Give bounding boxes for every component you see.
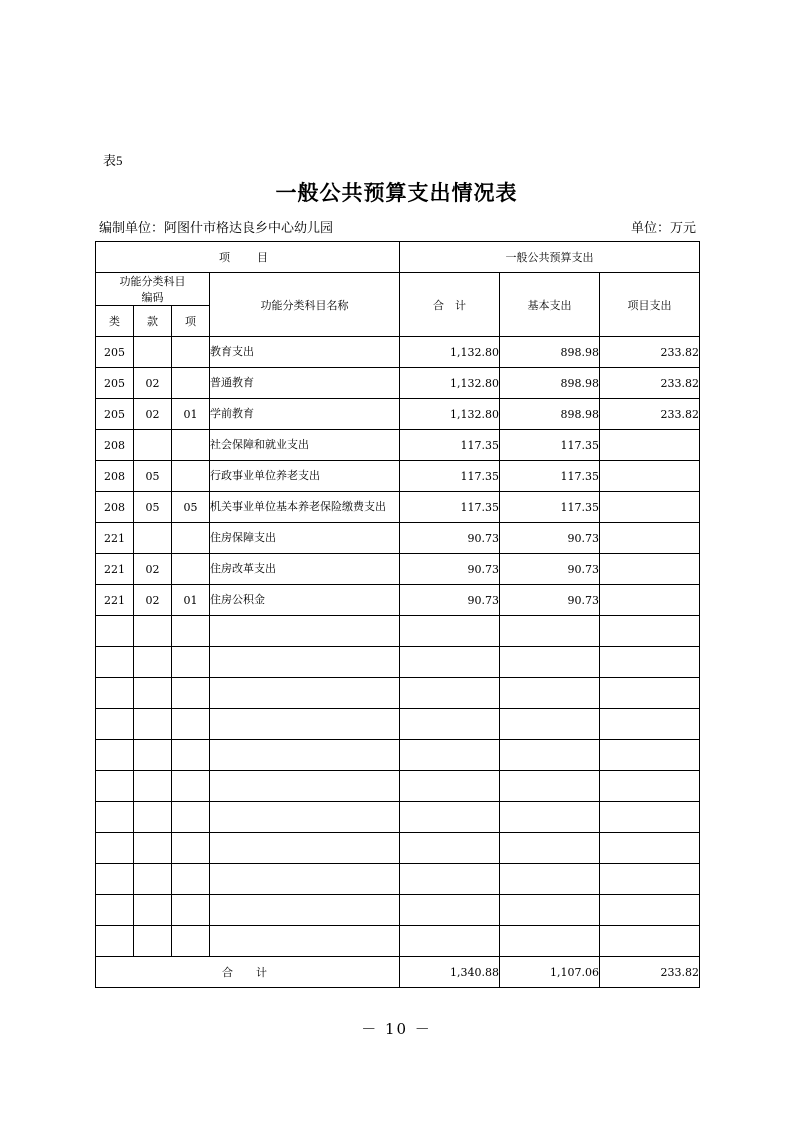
cell-basic	[500, 802, 600, 833]
cell-basic	[500, 709, 600, 740]
total-basic: 1,107.06	[500, 957, 600, 988]
cell-name: 教育支出	[210, 337, 400, 368]
table-row	[96, 678, 700, 709]
cell-total: 117.35	[400, 430, 500, 461]
cell-item	[172, 926, 210, 957]
table-row	[96, 616, 700, 647]
cell-name: 住房改革支出	[210, 554, 400, 585]
table-row	[96, 709, 700, 740]
page-number: － 10 －	[361, 1020, 432, 1038]
cell-name: 行政事业单位养老支出	[210, 461, 400, 492]
table-row	[96, 833, 700, 864]
cell-item	[172, 616, 210, 647]
table-row	[96, 585, 700, 616]
header-section: 款	[134, 306, 172, 337]
cell-project	[600, 554, 700, 585]
cell-class	[96, 740, 134, 771]
cell-project	[600, 833, 700, 864]
cell-section	[134, 864, 172, 895]
header-code-group	[96, 273, 210, 306]
table-row	[96, 399, 700, 430]
document-meta	[99, 217, 696, 236]
table-row	[96, 895, 700, 926]
cell-class: 221	[96, 585, 134, 616]
header-project-group: 项 目	[96, 242, 400, 273]
cell-basic	[500, 895, 600, 926]
page-title: 一般公共预算支出情况表	[275, 180, 518, 205]
cell-class: 208	[96, 492, 134, 523]
table-row	[96, 492, 700, 523]
header-code-group-line1: 功能分类科目	[119, 275, 186, 288]
cell-item	[172, 461, 210, 492]
cell-project	[600, 678, 700, 709]
table-row	[96, 554, 700, 585]
cell-project	[600, 740, 700, 771]
cell-basic: 898.98	[500, 337, 600, 368]
cell-item	[172, 771, 210, 802]
cell-project	[600, 802, 700, 833]
cell-item: 05	[172, 492, 210, 523]
cell-class	[96, 833, 134, 864]
cell-section: 02	[134, 554, 172, 585]
cell-section: 02	[134, 368, 172, 399]
cell-item	[172, 430, 210, 461]
cell-total	[400, 771, 500, 802]
cell-name	[210, 678, 400, 709]
cell-section	[134, 740, 172, 771]
cell-project: 233.82	[600, 368, 700, 399]
cell-project	[600, 895, 700, 926]
header-basic-expenditure: 基本支出	[500, 273, 600, 337]
cell-total: 1,132.80	[400, 399, 500, 430]
cell-name	[210, 802, 400, 833]
cell-basic	[500, 833, 600, 864]
compiling-unit-label: 编制单位：	[99, 221, 165, 236]
cell-class	[96, 678, 134, 709]
cell-total: 90.73	[400, 554, 500, 585]
cell-total: 117.35	[400, 461, 500, 492]
cell-section	[134, 802, 172, 833]
cell-item	[172, 337, 210, 368]
cell-project	[600, 492, 700, 523]
cell-item	[172, 554, 210, 585]
cell-total	[400, 678, 500, 709]
table-label: 表5	[103, 153, 123, 168]
cell-item: 01	[172, 585, 210, 616]
cell-name: 机关事业单位基本养老保险缴费支出	[210, 492, 400, 523]
cell-basic: 117.35	[500, 430, 600, 461]
cell-basic: 117.35	[500, 461, 600, 492]
header-expenditure-group: 一般公共预算支出	[400, 242, 700, 273]
cell-class	[96, 926, 134, 957]
cell-class	[96, 802, 134, 833]
cell-name	[210, 709, 400, 740]
cell-name: 学前教育	[210, 399, 400, 430]
cell-item	[172, 678, 210, 709]
cell-project	[600, 523, 700, 554]
cell-basic	[500, 616, 600, 647]
cell-total: 1,132.80	[400, 368, 500, 399]
cell-project	[600, 461, 700, 492]
cell-class: 205	[96, 337, 134, 368]
cell-section	[134, 709, 172, 740]
cell-name	[210, 864, 400, 895]
table-row	[96, 926, 700, 957]
cell-class	[96, 709, 134, 740]
header-code-group-line2: 编码	[141, 291, 164, 304]
table-row	[96, 771, 700, 802]
cell-section	[134, 833, 172, 864]
table-row	[96, 740, 700, 771]
table-row	[96, 461, 700, 492]
header-class: 类	[96, 306, 134, 337]
cell-total	[400, 802, 500, 833]
cell-total: 1,132.80	[400, 337, 500, 368]
table-row	[96, 523, 700, 554]
total-total: 1,340.88	[400, 957, 500, 988]
cell-project	[600, 771, 700, 802]
cell-class: 205	[96, 368, 134, 399]
cell-basic	[500, 678, 600, 709]
table-body	[96, 337, 700, 988]
cell-name	[210, 833, 400, 864]
cell-total: 117.35	[400, 492, 500, 523]
cell-class: 208	[96, 461, 134, 492]
header-total: 合 计	[400, 273, 500, 337]
cell-item	[172, 802, 210, 833]
cell-class	[96, 771, 134, 802]
total-project: 233.82	[600, 957, 700, 988]
budget-expenditure-table	[95, 241, 700, 988]
cell-project	[600, 616, 700, 647]
cell-section	[134, 771, 172, 802]
cell-project	[600, 647, 700, 678]
cell-project	[600, 430, 700, 461]
cell-total	[400, 895, 500, 926]
cell-item: 01	[172, 399, 210, 430]
cell-project	[600, 585, 700, 616]
cell-total	[400, 740, 500, 771]
cell-project	[600, 864, 700, 895]
cell-item	[172, 895, 210, 926]
table-row	[96, 337, 700, 368]
cell-project: 233.82	[600, 399, 700, 430]
cell-class	[96, 864, 134, 895]
cell-basic: 90.73	[500, 585, 600, 616]
header-project-expenditure: 项目支出	[600, 273, 700, 337]
cell-basic	[500, 864, 600, 895]
cell-class	[96, 616, 134, 647]
cell-section	[134, 616, 172, 647]
cell-item	[172, 368, 210, 399]
cell-basic	[500, 926, 600, 957]
cell-section: 05	[134, 492, 172, 523]
cell-total	[400, 647, 500, 678]
cell-name: 社会保障和就业支出	[210, 430, 400, 461]
cell-name	[210, 647, 400, 678]
table-row	[96, 430, 700, 461]
cell-class: 221	[96, 523, 134, 554]
table-total-row	[96, 957, 700, 988]
cell-project: 233.82	[600, 337, 700, 368]
cell-project	[600, 926, 700, 957]
cell-section: 02	[134, 399, 172, 430]
cell-item	[172, 833, 210, 864]
table-header-row-1	[96, 242, 700, 273]
cell-basic	[500, 771, 600, 802]
cell-class	[96, 647, 134, 678]
cell-name	[210, 926, 400, 957]
cell-section	[134, 430, 172, 461]
cell-name: 普通教育	[210, 368, 400, 399]
cell-name	[210, 740, 400, 771]
table-header-row-2	[96, 273, 700, 306]
cell-class: 221	[96, 554, 134, 585]
cell-item	[172, 709, 210, 740]
cell-class	[96, 895, 134, 926]
cell-total: 90.73	[400, 585, 500, 616]
cell-total	[400, 833, 500, 864]
cell-section	[134, 647, 172, 678]
cell-total: 90.73	[400, 523, 500, 554]
cell-basic	[500, 647, 600, 678]
cell-class: 208	[96, 430, 134, 461]
cell-item	[172, 647, 210, 678]
table-row	[96, 368, 700, 399]
cell-name: 住房保障支出	[210, 523, 400, 554]
cell-total	[400, 616, 500, 647]
cell-basic: 90.73	[500, 554, 600, 585]
cell-section	[134, 337, 172, 368]
cell-section: 02	[134, 585, 172, 616]
cell-name	[210, 616, 400, 647]
cell-class: 205	[96, 399, 134, 430]
cell-name	[210, 771, 400, 802]
table-row	[96, 802, 700, 833]
cell-section	[134, 678, 172, 709]
cell-item	[172, 523, 210, 554]
cell-item	[172, 864, 210, 895]
compiling-unit	[99, 217, 333, 236]
cell-basic	[500, 740, 600, 771]
total-label: 合 计	[96, 957, 400, 988]
compiling-unit-value: 阿图什市格达良乡中心幼儿园	[164, 221, 334, 236]
cell-basic: 90.73	[500, 523, 600, 554]
cell-project	[600, 709, 700, 740]
amount-unit: 单位：万元	[630, 221, 696, 236]
cell-section	[134, 523, 172, 554]
cell-section: 05	[134, 461, 172, 492]
cell-total	[400, 864, 500, 895]
cell-total	[400, 709, 500, 740]
cell-name: 住房公积金	[210, 585, 400, 616]
header-item: 项	[172, 306, 210, 337]
cell-section	[134, 926, 172, 957]
header-subject-name: 功能分类科目名称	[210, 273, 400, 337]
cell-basic: 898.98	[500, 399, 600, 430]
cell-item	[172, 740, 210, 771]
cell-section	[134, 895, 172, 926]
table-row	[96, 864, 700, 895]
cell-basic: 117.35	[500, 492, 600, 523]
cell-basic: 898.98	[500, 368, 600, 399]
cell-name	[210, 895, 400, 926]
table-row	[96, 647, 700, 678]
cell-total	[400, 926, 500, 957]
